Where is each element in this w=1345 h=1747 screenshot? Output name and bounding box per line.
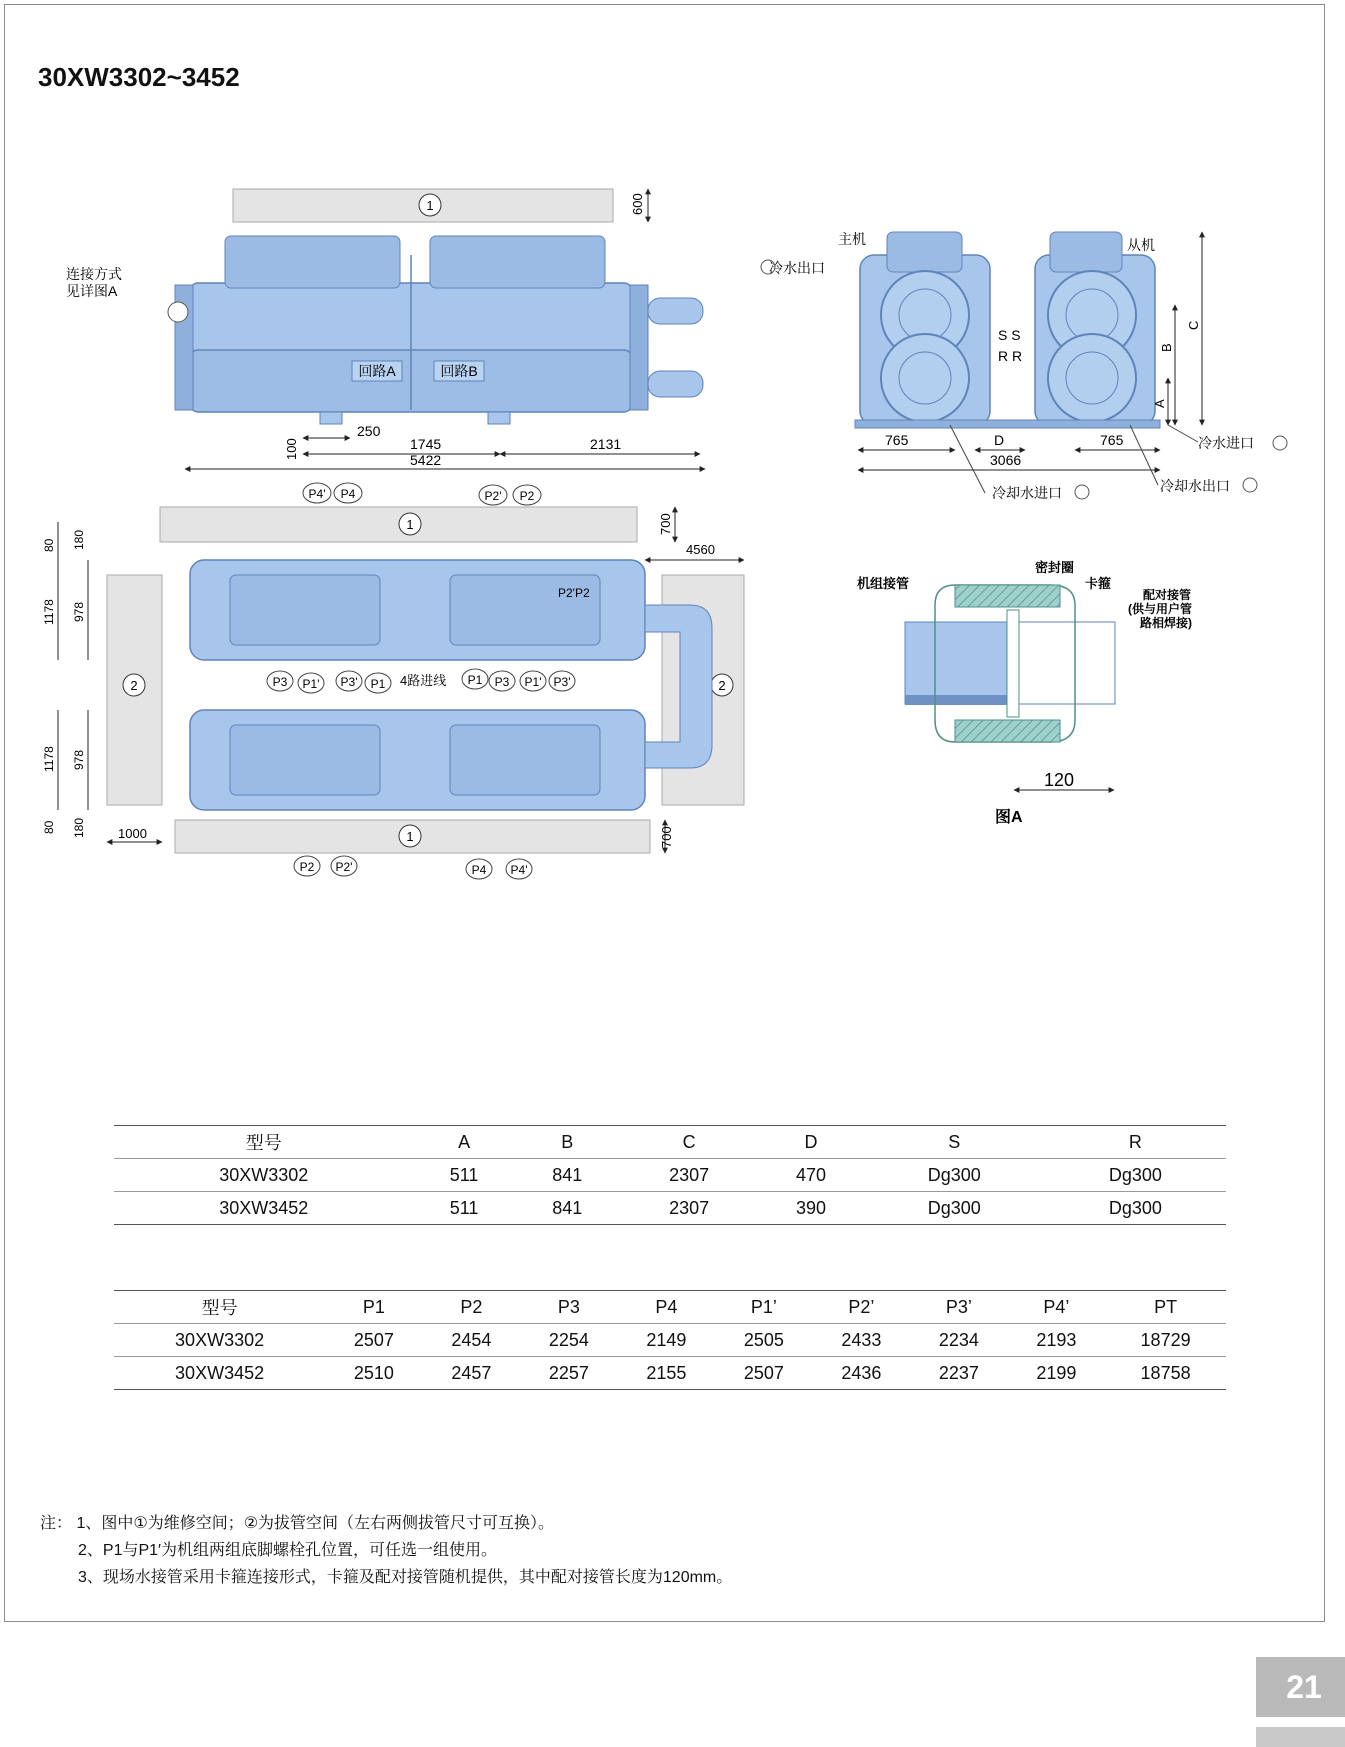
header-p3: P3 — [520, 1291, 618, 1324]
dim-d1: 1745 — [410, 436, 442, 452]
table-cell: 30XW3302 — [114, 1324, 325, 1357]
header-p4-prime: P4’ — [1008, 1291, 1106, 1324]
detail-a-callout — [168, 302, 188, 322]
compressor-b — [430, 236, 605, 288]
table-cell: 2510 — [325, 1357, 423, 1390]
dim-height-base: 100 — [284, 438, 299, 460]
dim-top-clearance: 600 — [630, 193, 645, 215]
dim-v978a: 978 — [72, 601, 86, 622]
header-p3-prime: P3’ — [910, 1291, 1008, 1324]
header-model: 型号 — [114, 1291, 325, 1324]
chilled-water-in-label: 冷水进口 — [1198, 435, 1254, 451]
header-b: B — [515, 1126, 620, 1159]
dim-total: 5422 — [410, 452, 442, 468]
master-evaporator-head — [881, 334, 969, 422]
unit-pipe-label: 机组接管 — [857, 576, 910, 591]
header-p2: P2 — [423, 1291, 521, 1324]
page-title: 30XW3302~3452 — [38, 62, 240, 92]
seal-ring — [1007, 610, 1019, 717]
note-1: 注： 1、图中①为维修空间；②为拔管空间（左右两侧拔管尺寸可互换）。 — [40, 1515, 555, 1532]
header-a: A — [414, 1126, 515, 1159]
detail-a-caption: 图A — [995, 809, 1023, 826]
table-cell: 2257 — [520, 1357, 618, 1390]
dim-length: 120 — [1044, 770, 1075, 790]
p-label-mid-4: P1 — [370, 677, 386, 691]
dim-v180a: 180 — [72, 529, 86, 550]
side-view — [761, 231, 1287, 501]
dim-b: B — [1159, 343, 1174, 352]
table-cell: 30XW3452 — [114, 1357, 325, 1390]
table-cell: 2457 — [423, 1357, 521, 1390]
header-r: R — [1045, 1126, 1226, 1159]
table-cell: 2254 — [520, 1324, 618, 1357]
lower-compressor-a — [230, 725, 380, 795]
header-d: D — [758, 1126, 863, 1159]
header-p4: P4 — [618, 1291, 716, 1324]
master-compressor — [887, 232, 962, 272]
dim-right: 765 — [1100, 432, 1124, 448]
compressor-a — [225, 236, 400, 288]
cooling-water-out-label: 冷却水出口 — [1160, 478, 1230, 494]
detail-a — [857, 560, 1192, 826]
slave-evaporator-head — [1048, 334, 1136, 422]
p-label-bot-1: P2 — [299, 860, 315, 874]
table-row — [114, 1159, 1226, 1192]
tube-pull-left-label: 2 — [130, 678, 138, 693]
leader-cooling-out — [1130, 425, 1158, 485]
service-top-label: 1 — [406, 517, 414, 532]
bolt-load-table — [114, 1290, 1226, 1390]
table-row — [114, 1192, 1226, 1225]
matching-pipe-shape — [1015, 622, 1115, 704]
table-cell: Dg300 — [1045, 1192, 1226, 1225]
clamp-top — [955, 585, 1060, 607]
p-label-mid-7: P1' — [524, 675, 542, 689]
p-label-bot-2: P2' — [335, 860, 353, 874]
slave-label: 从机 — [1127, 237, 1155, 253]
table-cell: 2237 — [910, 1357, 1008, 1390]
table-cell: 2454 — [423, 1324, 521, 1357]
lower-compressor-b — [450, 725, 600, 795]
table-cell: 2199 — [1008, 1357, 1106, 1390]
dim-v1178a: 1178 — [42, 599, 56, 625]
dim-v978b: 978 — [72, 749, 86, 770]
dim-a: A — [1152, 399, 1167, 408]
note-2: 2、P1与P1′为机组两组底脚螺栓孔位置，可任选一组使用。 — [78, 1542, 498, 1559]
table-cell: 2436 — [813, 1357, 911, 1390]
table-row — [114, 1357, 1226, 1390]
slave-compressor — [1050, 232, 1122, 272]
water-pipe-upper — [648, 298, 703, 324]
dim-v180b: 180 — [72, 817, 86, 838]
supply-ss: S S — [998, 327, 1021, 343]
bolt-load-table-header — [114, 1291, 1226, 1324]
unit-pipe-wall — [905, 695, 1007, 705]
p-label-mid-6: P3 — [494, 675, 510, 689]
plan-view — [42, 483, 744, 879]
return-rr: R R — [998, 348, 1023, 364]
page-number: 21 — [1256, 1657, 1345, 1717]
power-entry-label: 4路进线 — [400, 673, 447, 688]
seal-label: 密封圈 — [1035, 560, 1075, 575]
dim-top-clear: 700 — [658, 513, 673, 535]
header-p1: P1 — [325, 1291, 423, 1324]
table-cell: 18758 — [1105, 1357, 1226, 1390]
matching-pipe-label-1: 配对接管 — [1143, 588, 1192, 602]
p-label-top-4: P2 — [519, 489, 535, 503]
header-s: S — [864, 1126, 1045, 1159]
p-label-top-2: P4 — [340, 487, 356, 501]
header-model: 型号 — [114, 1126, 414, 1159]
table-cell: 30XW3452 — [114, 1192, 414, 1225]
dim-tube-pull: 4560 — [686, 542, 715, 557]
top-p-labels — [303, 483, 541, 505]
matching-pipe-label-3: 路相焊接) — [1140, 616, 1192, 630]
dim-v80b: 80 — [42, 820, 56, 834]
connect-note-2: 见详图A — [66, 283, 118, 299]
leader-cooling-in — [950, 425, 985, 493]
unit-pipe-shape — [905, 622, 1007, 704]
table-cell: 511 — [414, 1192, 515, 1225]
table-cell: 2149 — [618, 1324, 716, 1357]
upper-compressor-a — [230, 575, 380, 645]
table-cell: Dg300 — [1045, 1159, 1226, 1192]
table-cell: 2193 — [1008, 1324, 1106, 1357]
dimension-table — [114, 1125, 1226, 1225]
table-cell: 2505 — [715, 1324, 813, 1357]
p-label-mid-5: P1 — [467, 673, 483, 687]
service-marker-label: 1 — [426, 198, 434, 213]
table-cell: Dg300 — [864, 1159, 1045, 1192]
water-pipe-lower — [648, 371, 703, 397]
dimension-table-header — [114, 1126, 1226, 1159]
table-cell: 2307 — [620, 1192, 758, 1225]
foot-left — [320, 412, 342, 424]
dim-c: C — [1186, 320, 1201, 330]
dim-bottom-clear: 700 — [659, 826, 674, 848]
tube-pull-right-label: 2 — [718, 678, 726, 693]
table-cell: 841 — [515, 1192, 620, 1225]
p-label-top-1: P4' — [308, 487, 326, 501]
p-label-bot-4: P4' — [510, 863, 528, 877]
table-cell: 30XW3302 — [114, 1159, 414, 1192]
foot-right — [488, 412, 510, 424]
dim-left: 765 — [885, 432, 909, 448]
table-cell: 470 — [758, 1159, 863, 1192]
water-box-right — [630, 285, 648, 410]
master-label: 主机 — [838, 231, 866, 247]
clamp-bottom — [955, 720, 1060, 742]
chilled-water-out-label: 冷水出口 — [769, 260, 825, 276]
dim-d2: 2131 — [590, 436, 622, 452]
dim-foot: 250 — [357, 423, 381, 439]
p-label-mid-2: P1' — [302, 677, 320, 691]
table-cell: 2433 — [813, 1324, 911, 1357]
cooling-water-in-label: 冷却水进口 — [992, 485, 1062, 501]
table-cell: 2234 — [910, 1324, 1008, 1357]
table-cell: 2507 — [715, 1357, 813, 1390]
cooling-water-in-icon — [1075, 485, 1089, 499]
dim-d: D — [994, 432, 1005, 448]
leader-chilled-in — [1168, 425, 1198, 442]
table-cell: 2155 — [618, 1357, 716, 1390]
service-zone-top — [160, 507, 637, 542]
bottom-p-labels — [294, 856, 532, 879]
table-row — [114, 1324, 1226, 1357]
cooling-water-out-icon — [1243, 478, 1257, 492]
chilled-water-in-icon — [1273, 436, 1287, 450]
header-pt: PT — [1105, 1291, 1226, 1324]
table-cell: 511 — [414, 1159, 515, 1192]
table-cell: 390 — [758, 1192, 863, 1225]
dim-v80a: 80 — [42, 538, 56, 552]
dim-width: 3066 — [990, 452, 1022, 468]
front-view — [66, 189, 705, 469]
matching-pipe-label-2: (供与用户管 — [1128, 602, 1192, 616]
dim-v1178b: 1178 — [42, 746, 56, 772]
dim-left-clear: 1000 — [118, 826, 147, 841]
note-3: 3、现场水接管采用卡箍连接形式，卡箍及配对接管随机提供，其中配对接管长度为120mm。 — [78, 1569, 733, 1586]
p-label-mid-8: P3' — [553, 675, 571, 689]
p-label-top-3: P2' — [484, 489, 502, 503]
p-label-mid-1: P3 — [272, 675, 288, 689]
notes — [40, 1510, 732, 1591]
table-cell: 2507 — [325, 1324, 423, 1357]
circuit-b-label: 回路B — [440, 363, 478, 379]
base-frame — [855, 420, 1160, 428]
page-number-strip — [1256, 1727, 1345, 1747]
inside-labels: P2'P2 — [558, 586, 590, 600]
clamp-label: 卡箍 — [1085, 576, 1112, 591]
p-label-mid-3: P3' — [340, 675, 358, 689]
service-bottom-label: 1 — [406, 829, 414, 844]
table-cell: 18729 — [1105, 1324, 1226, 1357]
p-label-bot-3: P4 — [471, 863, 487, 877]
header-c: C — [620, 1126, 758, 1159]
header-p2-prime: P2’ — [813, 1291, 911, 1324]
table-cell: 2307 — [620, 1159, 758, 1192]
header-p1-prime: P1’ — [715, 1291, 813, 1324]
connect-note-1: 连接方式 — [66, 266, 122, 282]
circuit-a-label: 回路A — [358, 363, 396, 379]
table-cell: 841 — [515, 1159, 620, 1192]
table-cell: Dg300 — [864, 1192, 1045, 1225]
